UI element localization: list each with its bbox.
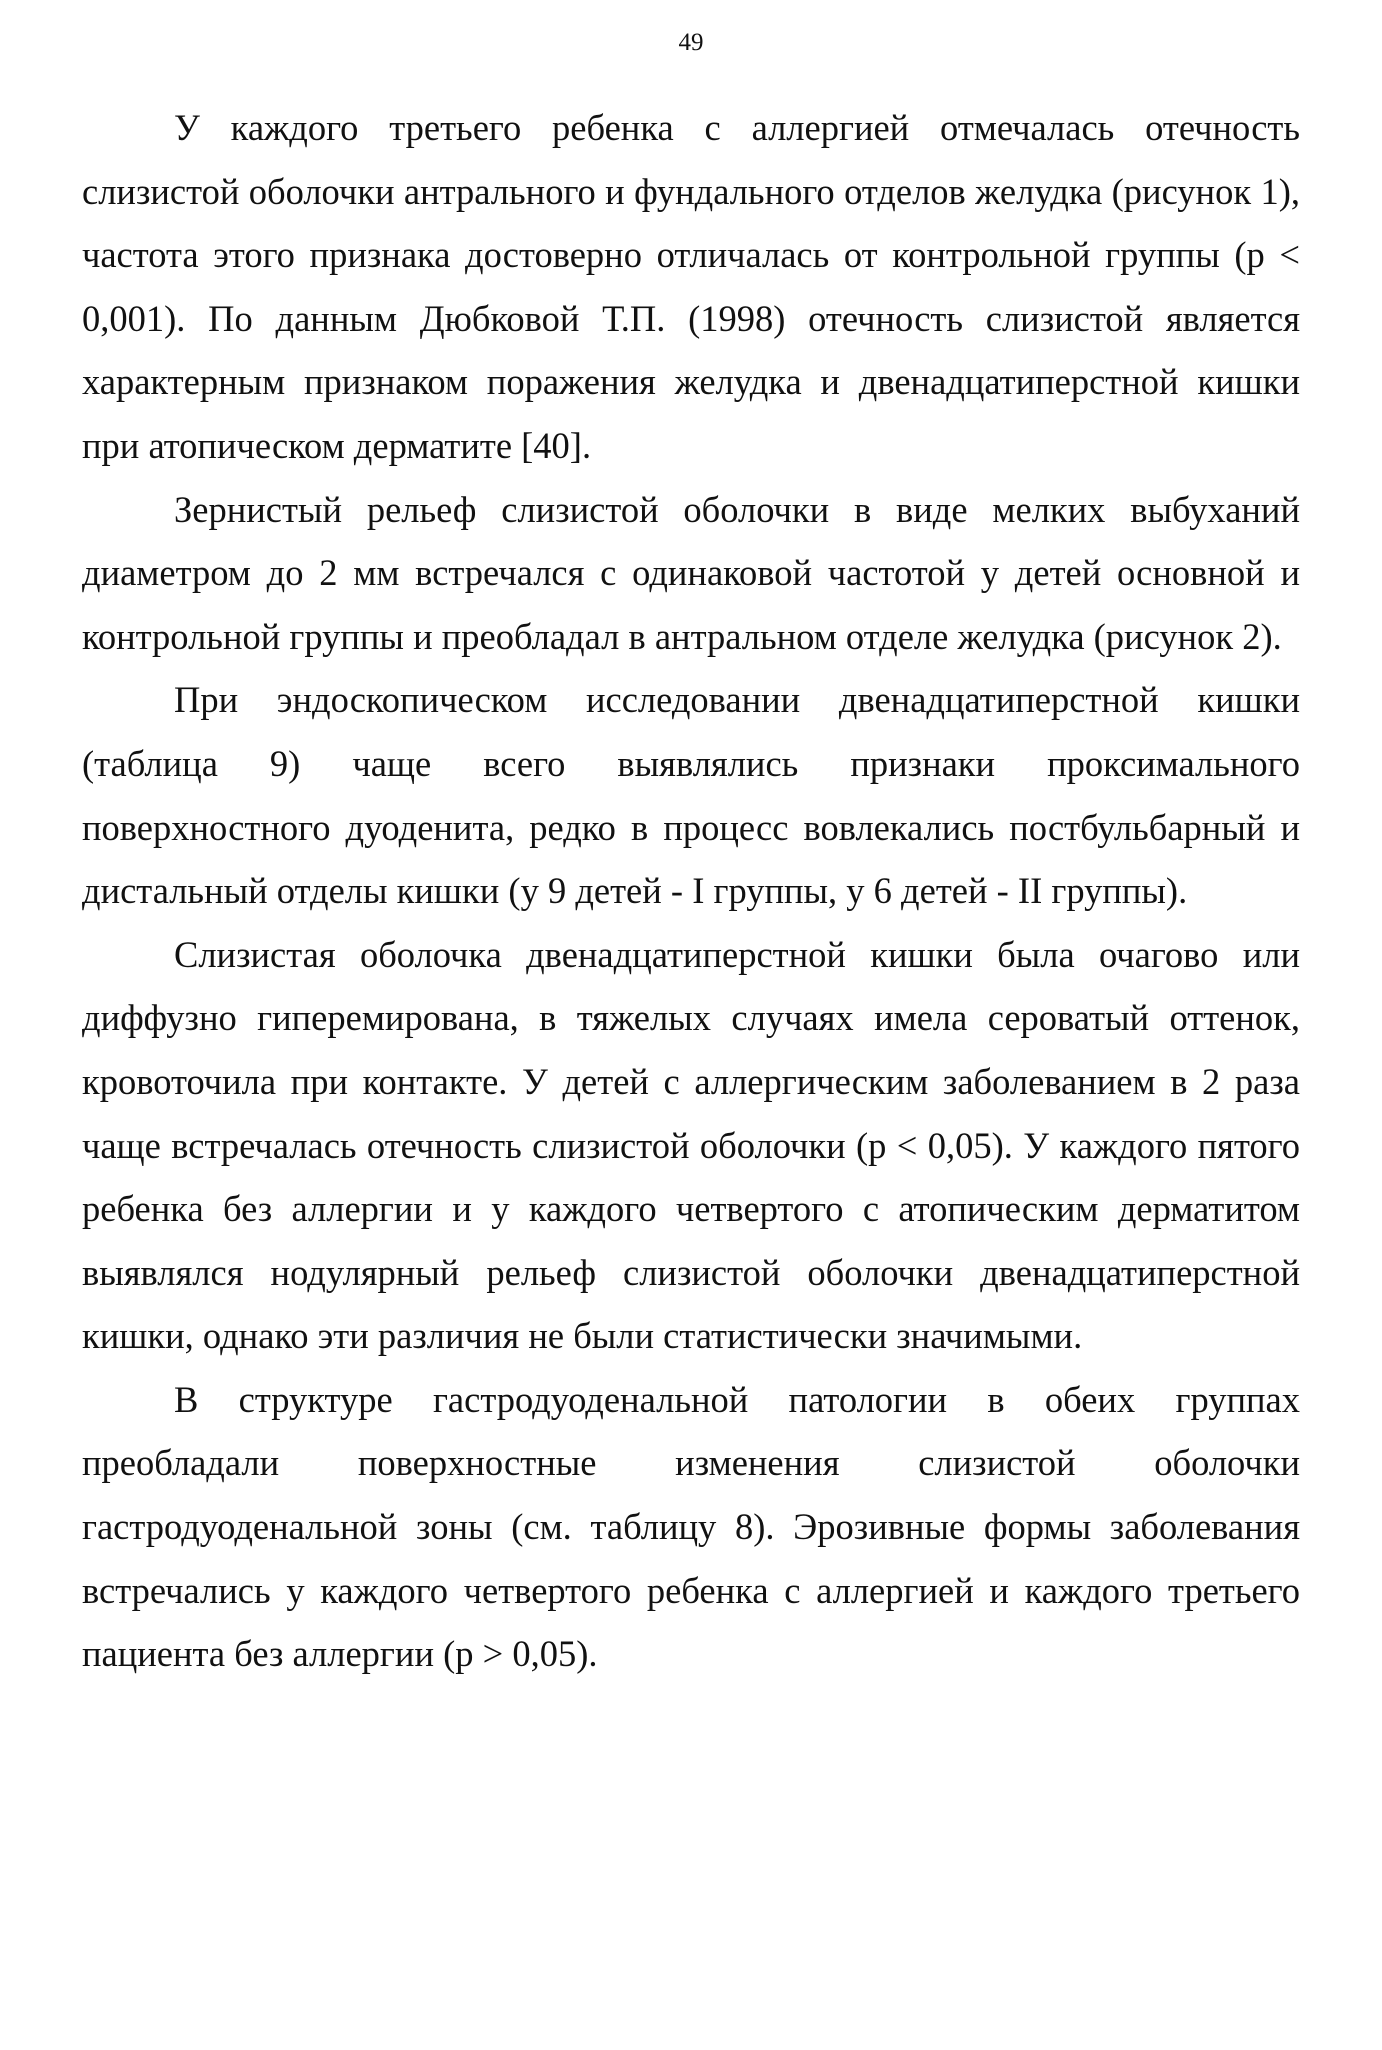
paragraph-granular-relief: Зернистый рельеф слизистой оболочки в виде мелких выбуханий диаметром до 2 мм встречался с одинаковой частотой у детей основной и контрольной группы и преобладал в антральном отделе желудка (рисунок 2). (82, 488, 1300, 657)
document-body (82, 96, 1300, 1686)
paragraph-duodenum-endoscopy: При эндоскопическом исследовании двенадцатиперстной кишки (таблица 9) чаще всего выявлялись признаки проксимального поверхностного дуоденита, редко в процесс вовлекались постбульбарный и дистальный отделы кишки (у 9 детей - I группы, у 6 детей - II группы). (82, 679, 1300, 912)
paragraph-edema-findings: У каждого третьего ребенка с аллергией отмечалась отечность слизистой оболочки антрального и фундального отделов желудка (рисунок 1), частота этого признака достоверно отличалась от контрольной группы (р < 0,001). По данным Дюбковой Т.П. (1998) отечность слизистой является характерным признаком поражения желудка и двенадцатиперстной кишки при атопическом дерматите [40]. (82, 107, 1300, 466)
page-number: 49 (678, 29, 704, 56)
paragraph-duodenal-mucosa: Слизистая оболочка двенадцатиперстной кишки была очагово или диффузно гиперемирована, в тяжелых случаях имела сероватый оттенок, кровоточила при контакте. У детей с аллергическим заболеванием в 2 раза чаще встречалась отечность слизистой оболочки (р < 0,05). У каждого пятого ребенка без аллергии и у каждого четвертого с атопическим дерматитом выявлялся нодулярный рельеф слизистой оболочки двенадцатиперстной кишки, однако эти различия не были статистически значимыми. (82, 933, 1300, 1357)
paragraph-pathology-structure: В структуре гастродуоденальной патологии в обеих группах преобладали поверхностные изменения слизистой оболочки гастродуоденальной зоны (см. таблицу 8). Эрозивные формы заболевания встречались у каждого четвертого ребенка с аллергией и каждого третьего пациента без аллергии (р > 0,05). (82, 1378, 1300, 1675)
